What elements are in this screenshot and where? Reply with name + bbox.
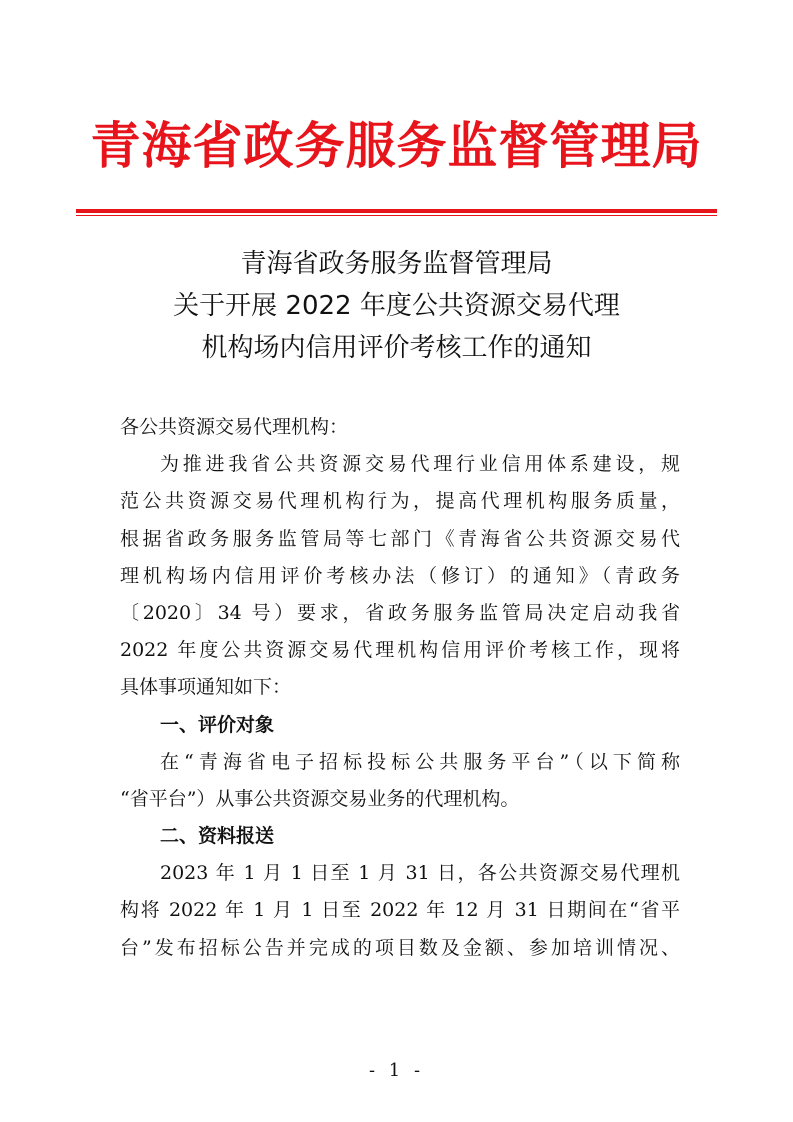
- paragraph-line: 根据省政务服务监管局等七部门《青海省公共资源交易代: [120, 527, 680, 550]
- title-line: 关于开展 2022 年度公共资源交易代理: [173, 291, 620, 321]
- document-title: [60, 243, 733, 369]
- document-body: [120, 409, 680, 967]
- title-line: 机构场内信用评价考核工作的通知: [201, 333, 592, 363]
- paragraph-line: 在“青海省电子招标投标公共服务平台”（以下简称: [160, 750, 680, 773]
- paragraph-line: 构将 2022 年 1 月 1 日至 2022 年 12 月 31 日期间在“省平: [120, 899, 680, 922]
- page-number: - 1 -: [368, 1060, 425, 1081]
- header-divider-thin: [76, 215, 717, 216]
- paragraph-line: 2022 年度公共资源交易代理机构信用评价考核工作，现将: [120, 639, 680, 662]
- paragraph-line: 范公共资源交易代理机构行为，提高代理机构服务质量，: [120, 490, 680, 513]
- section-heading: 二、资料报送: [160, 825, 275, 848]
- section-heading: 一、评价对象: [160, 713, 275, 736]
- title-line: 青海省政务服务监督管理局: [240, 249, 553, 279]
- paragraph-line: 2023 年 1 月 1 日至 1 月 31 日，各公共资源交易代理机: [160, 862, 680, 885]
- paragraph-line: 具体事项通知如下：: [120, 676, 292, 699]
- header-divider-thick: [76, 209, 717, 213]
- issuer-header: 青海省政务服务监督管理局: [90, 117, 703, 175]
- paragraph-line: 理机构场内信用评价考核办法（修订）的通知》（青政务: [120, 564, 680, 587]
- paragraph-line: 台”发布招标公告并完成的项目数及金额、参加培训情况、: [120, 936, 680, 959]
- paragraph-line: “省平台”）从事公共资源交易业务的代理机构。: [120, 787, 520, 810]
- paragraph-line: 为推进我省公共资源交易代理行业信用体系建设，规: [160, 453, 680, 476]
- salutation: 各公共资源交易代理机构：: [120, 416, 349, 438]
- paragraph-line: 〔2020〕34 号）要求，省政务服务监管局决定启动我省: [120, 601, 680, 624]
